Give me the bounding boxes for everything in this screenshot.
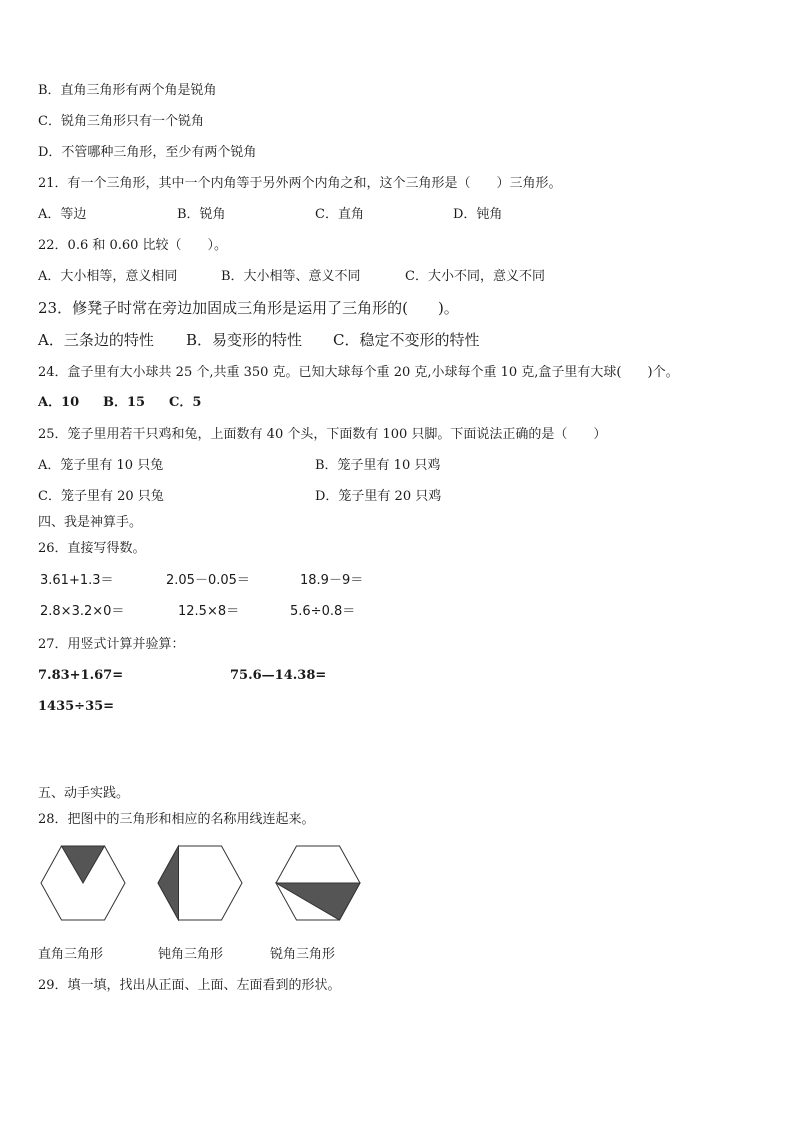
question-21: 21．有一个三角形，其中一个内角等于另外两个内角之和，这个三角形是（ ）三角形。 [38,176,562,191]
shaded-triangle [158,846,179,920]
expression-4: 2.8×3.2×0＝ [40,604,125,619]
option-b-previous: B．直角三角形有两个角是锐角 [38,83,217,98]
q24-option-a: A．10 [38,395,80,410]
question-24: 24．盒子里有大小球共 25 个,共重 350 克。已知大球每个重 20 克,小球每个重 10 克,盒子里有大球( )个。 [38,365,679,380]
q21-option-a: A．等边 [38,207,87,222]
calculation-3: 1435÷35= [38,699,115,714]
q22-option-c: C．大小不同，意义不同 [405,269,545,284]
question-23: 23．修凳子时常在旁边加固成三角形是运用了三角形的( )。 [38,299,459,317]
section-4-heading: 四、我是神算手。 [38,515,143,530]
expression-2: 2.05－0.05＝ [166,573,250,588]
hexagon-figure-obtuse-triangle [157,845,243,921]
q23-option-c: C．稳定不变形的特性 [333,331,480,349]
q23-option-b: B．易变形的特性 [186,331,303,349]
option-c-previous: C．锐角三角形只有一个锐角 [38,114,204,129]
q25-option-d: D．笼子里有 20 只鸡 [315,489,442,504]
question-27: 27．用竖式计算并验算： [38,637,185,652]
q25-option-c: C．笼子里有 20 只兔 [38,489,164,504]
hexagon-figure-right-triangle [40,845,126,921]
question-29: 29．填一填，找出从正面、上面、左面看到的形状。 [38,978,341,993]
shaded-triangle [276,883,360,920]
q21-option-d: D．钝角 [453,207,503,222]
q24-option-b: B．15 [103,395,146,410]
calculation-1: 7.83+1.67= [38,668,124,683]
question-22: 22．0.6 和 0.60 比较（ ）。 [38,238,228,253]
q22-option-a: A．大小相等，意义相同 [38,269,178,284]
label-obtuse-triangle: 钝角三角形 [158,947,224,962]
question-26: 26．直接写得数。 [38,541,146,556]
q24-option-c: C．5 [169,395,202,410]
q25-option-a: A．笼子里有 10 只兔 [38,458,164,473]
q23-option-a: A．三条边的特性 [38,331,154,349]
option-d-previous: D．不管哪种三角形，至少有两个锐角 [38,145,257,160]
q21-option-c: C．直角 [315,207,364,222]
label-right-triangle: 直角三角形 [38,947,104,962]
expression-5: 12.5×8＝ [178,604,240,619]
calculation-2: 75.6—14.38= [230,668,327,683]
expression-1: 3.61+1.3＝ [40,573,114,588]
section-5-heading: 五、动手实践。 [38,786,130,801]
q22-option-b: B．大小相等、意义不同 [221,269,361,284]
expression-3: 18.9－9＝ [300,573,364,588]
question-28: 28．把图中的三角形和相应的名称用线连起来。 [38,812,315,827]
q21-option-b: B．锐角 [177,207,226,222]
question-25: 25．笼子里用若干只鸡和兔，上面数有 40 个头，下面数有 100 只脚。下面说法正确的是（ ） [38,427,607,442]
expression-6: 5.6÷0.8＝ [290,604,356,619]
hexagon-figure-acute-triangle [275,845,361,921]
q25-option-b: B．笼子里有 10 只鸡 [315,458,441,473]
label-acute-triangle: 锐角三角形 [270,947,336,962]
shaded-triangle [62,846,105,883]
